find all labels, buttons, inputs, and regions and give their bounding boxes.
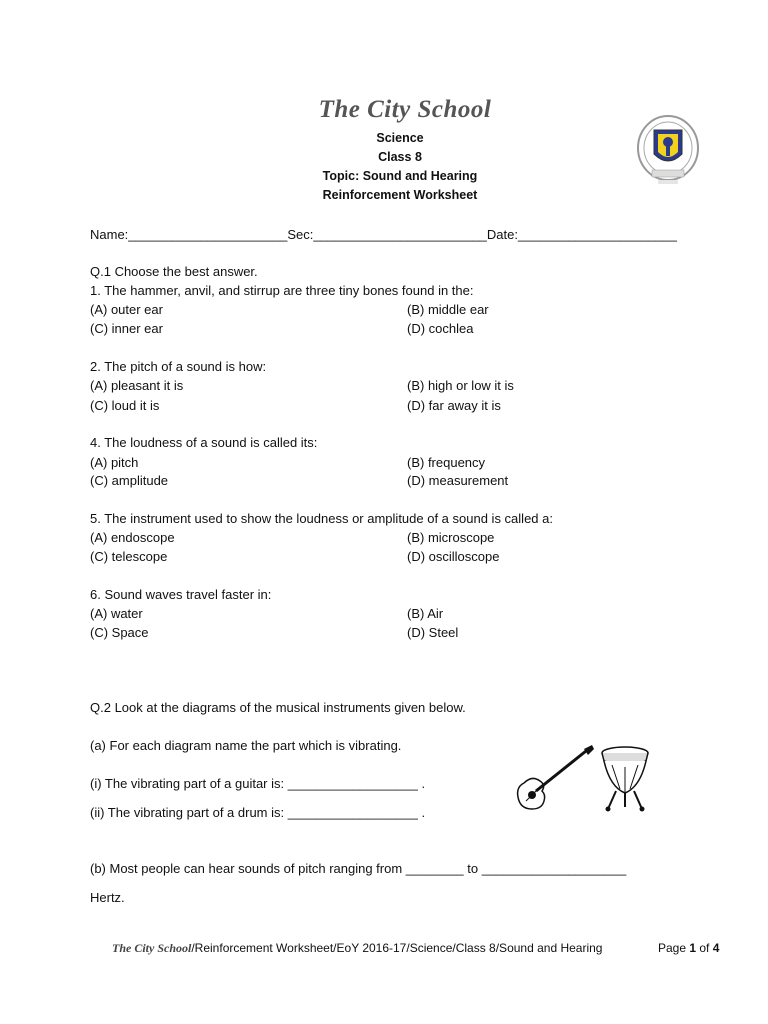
q1-heading: Q.1 Choose the best answer. [90,264,258,279]
option-b: (B) high or low it is [407,378,514,393]
question-text: 2. The pitch of a sound is how: [90,359,267,374]
option-a: (A) outer ear [90,302,163,317]
option-c: (C) Space [90,625,149,640]
option-b: (B) middle ear [407,302,489,317]
topic-label: Topic: Sound and Hearing [322,169,478,183]
option-c: (C) loud it is [90,398,160,413]
option-d: (D) measurement [407,473,509,488]
option-c: (C) telescope [90,549,168,564]
page-total: 4 [712,941,720,955]
worksheet-title: Reinforcement Worksheet [322,188,478,202]
question-text: 1. The hammer, anvil, and stirrup are three tiny bones found in the: [90,283,474,298]
q2-drum-question: (ii) The vibrating part of a drum is: __________________ . [90,805,426,820]
class-label: Class 8 [378,150,422,164]
page-prefix: Page [658,941,690,955]
page-number [658,941,719,955]
question-text: 6. Sound waves travel faster in: [90,587,272,602]
q2-part-a: (a) For each diagram name the part which is vibrating. [90,738,402,753]
page-footer [112,941,602,956]
q2-heading: Q.2 Look at the diagrams of the musical instruments given below. [90,700,466,715]
option-d: (D) oscilloscope [407,549,500,564]
option-a: (A) water [90,606,143,621]
q2-part-b: (b) Most people can hear sounds of pitch ranging from ________ to ____________________ [90,861,627,876]
student-info-line: Name:______________________Sec:________________________Date:______________________ [90,227,678,242]
option-b: (B) Air [407,606,444,621]
footer-brand: The City School [112,941,192,955]
option-c: (C) amplitude [90,473,169,488]
school-logo-title: The City School [318,96,492,123]
school-crest-icon [632,112,708,192]
page-mid: of [696,941,713,955]
option-d: (D) far away it is [407,398,501,413]
instruments-illustration [512,743,662,815]
option-a: (A) pitch [90,455,139,470]
option-b: (B) microscope [407,530,495,545]
question-text: 5. The instrument used to show the loudness or amplitude of a sound is called a: [90,511,553,526]
option-b: (B) frequency [407,455,486,470]
option-a: (A) pleasant it is [90,378,184,393]
option-d: (D) cochlea [407,321,474,336]
drum-icon [602,747,648,812]
question-text: 4. The loudness of a sound is called its: [90,435,318,450]
option-d: (D) Steel [407,625,459,640]
q2-guitar-question: (i) The vibrating part of a guitar is: __________________ . [90,776,426,791]
footer-path: /Reinforcement Worksheet/EoY 2016-17/Science/Class 8/Sound and Hearing [191,941,603,955]
page-current: 1 [689,941,697,955]
option-a: (A) endoscope [90,530,175,545]
option-c: (C) inner ear [90,321,163,336]
q2-part-b-hertz: Hertz. [90,890,125,905]
subject-label: Science [376,131,424,145]
guitar-icon [518,745,594,809]
